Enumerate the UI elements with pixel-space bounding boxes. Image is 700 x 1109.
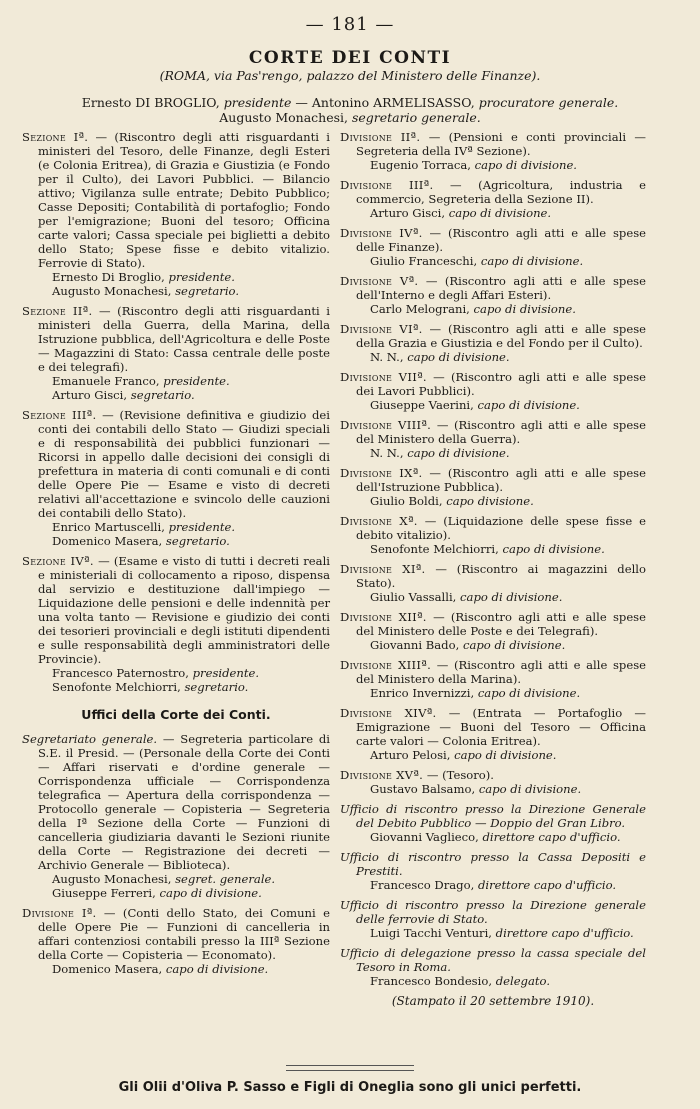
person-line xyxy=(356,748,646,762)
sezioni-list xyxy=(22,130,330,694)
sezione-3: Sezione IIIª. — (Revisione definitiva e giudizio dei conti dei contabili dello Stato — Giudizi speciali e di responsabilità dei pubblici funzionari — Ricorsi in appello dalle decisioni dei consigli di prefettura in materia di conti comunali e di conti delle Opere Pie — Esame e visto di decreti relativi all'accettazione e svincolo delle cauzioni dei contabili dello Stato). Enrico Martuscelli, presidente. Domenico Masera, segretario. xyxy=(22,408,330,548)
person-name: N. N., xyxy=(370,446,404,460)
division-text: — (Riscontro agli atti e alle spese del Ministero della Guerra). xyxy=(356,418,646,446)
person-name: N. N., xyxy=(370,350,404,364)
division-text: — (Riscontro agli atti e alle spese del Ministero della Marina). xyxy=(356,658,647,686)
person-name: Gustavo Balsamo, xyxy=(370,782,476,796)
person-role: capo di divisione. xyxy=(473,302,576,316)
ufficio-text: Ufficio di riscontro presso la Cassa Depositi e Prestiti. xyxy=(340,850,646,878)
divisione-4 xyxy=(340,226,646,268)
divisione-15 xyxy=(340,768,646,796)
person-line xyxy=(356,350,646,364)
person-name: Giovanni Bado, xyxy=(370,638,460,652)
address-subtitle: (ROMA, via Pas'rengo, palazzo del Ministero delle Finanze). xyxy=(159,68,541,83)
sezione-1: Sezione Iª. — (Riscontro degli atti risguardanti i ministeri del Tesoro, delle Finanze, degli Esteri (e Colonia Eritrea), di Grazia e Giustizia (e Fondo per il Culto), dei Lavori Pubblici. — Bilancio attivo; Vigilanza sulle entrate; Debito Pubblico; Casse Depositi; Contabilità di portafoglio; Fondo per l'emigrazione; Buoni del tesoro; Officina carte valori; Cassa speciale pei biglietti a debito dello Stato; Spese fisse e debito vitalizio. Ferrovie di Stato). Ernesto Di Broglio, presidente. Augusto Monachesi, segretario. xyxy=(22,130,330,298)
divisione-7 xyxy=(340,370,646,412)
person-role: capo di divisione. xyxy=(462,638,566,652)
person-role: capo di divisione. xyxy=(448,206,552,220)
division-label: Divisione VIª. xyxy=(340,322,423,336)
page-title: CORTE DEI CONTI xyxy=(248,48,452,68)
person-role: direttore capo d'ufficio. xyxy=(477,878,617,892)
divisione-5 xyxy=(340,274,646,316)
person-name: Giulio Franceschi, xyxy=(370,254,478,268)
person-line xyxy=(356,302,646,316)
person-name: Luigi Tacchi Venturi, xyxy=(370,926,492,940)
person-line xyxy=(356,494,646,508)
ufficio-text: Ufficio di riscontro presso la Direzione generale delle ferrovie di Stato. xyxy=(340,898,646,926)
person-name: Carlo Melograni, xyxy=(370,302,470,316)
division-label: Divisione VIIª. xyxy=(340,370,427,384)
divisione-8 xyxy=(340,418,646,460)
division-text: — (Riscontro ai magazzini dello Stato). xyxy=(356,562,646,590)
division-label: Divisione IIIª. xyxy=(340,178,434,192)
division-text: — (Entrata — Portafoglio — Emigrazione — Buoni del Tesoro — Officina carte valori — Colonia Eritrea). xyxy=(356,706,646,748)
division-text: — (Riscontro agli atti e alle spese dei Lavori Pubblici). xyxy=(356,370,647,398)
officers-heading xyxy=(0,95,700,125)
person-name: Arturo Pelosi, xyxy=(370,748,451,762)
ufficio-4 xyxy=(340,946,646,988)
divisione-3 xyxy=(340,178,646,220)
print-date: (Stampato il 20 settembre 1910). xyxy=(391,994,595,1008)
person-line xyxy=(356,974,646,988)
person-role: capo di divisione. xyxy=(460,590,563,604)
person-line xyxy=(356,590,646,604)
person-role: capo di divisione. xyxy=(407,446,510,460)
ufficio-3 xyxy=(340,898,646,940)
division-label: Divisione XIª. xyxy=(340,562,426,576)
division-text: — (Agricoltura, industria e commercio, Segreteria della Sezione II). xyxy=(356,178,647,206)
person-line xyxy=(356,254,646,268)
person-line xyxy=(356,398,646,412)
right-column xyxy=(340,130,646,1008)
person-line xyxy=(356,542,646,556)
division-text: — (Pensioni e conti provinciali — Segreteria della IVª Sezione). xyxy=(356,130,646,158)
ufficio-2 xyxy=(340,850,646,892)
divisione-10 xyxy=(340,514,646,556)
person-role: capo di divisione. xyxy=(478,782,582,796)
division-text: — (Tesoro). xyxy=(426,768,494,782)
person-role: capo di divisione. xyxy=(502,542,605,556)
person-role: capo di divisione. xyxy=(474,158,577,172)
person-name: Giuseppe Vaerini, xyxy=(370,398,474,412)
divisione-6 xyxy=(340,322,646,364)
officers-line-2: Augusto Monachesi, segretario generale. xyxy=(219,110,481,125)
person-role: capo di divisione. xyxy=(407,350,510,364)
person-role: capo di divisione. xyxy=(454,748,557,762)
uffici-heading: Uffici della Corte dei Conti. xyxy=(81,707,271,722)
segretariato-generale: Segretariato generale. — Segreteria particolare di S.E. il Presid. — (Personale della Corte dei Conti — Affari riservati e d'ordine generale — Corrispondenza ufficiale — Corrispondenza telegrafica — Apertura della corrispondenza — Protocollo generale — Copisteria — Segreteria della Iª Sezione della Corte — Funzioni di cancelleria giudiziaria davanti le Sezioni riunite della Corte — Registrazione dei decreti — Archivio Generale — Biblioteca). Augusto Monachesi, segret. generale. Giuseppe Ferreri, capo di divisione. xyxy=(22,732,330,900)
person-role: direttore capo d'ufficio. xyxy=(482,830,621,844)
division-label: Divisione IXª. xyxy=(340,466,423,480)
divisione-2 xyxy=(340,130,646,172)
left-column xyxy=(22,130,330,982)
division-label: Divisione XIVª. xyxy=(340,706,437,720)
division-text: — (Riscontro agli atti e alle spese della Grazia e Giustizia e del Fondo per il Culto). xyxy=(356,322,647,350)
person-line xyxy=(356,206,646,220)
sezione-4: Sezione IVª. — (Esame e visto di tutti i decreti reali e ministeriali di collocamento a riposo, dispensa dal servizio e destituzione dall'impiego — Liquidazione delle pensioni e delle indennità per una volta tanto — Revisione e giudizio dei conti dei tesorieri provinciali e degli istituti dipendenti e sulle responsabilità degli amministratori delle Provincie). Francesco Paternostro, presidente. Senofonte Melchiorri, segretario. xyxy=(22,554,330,694)
person-name: Giovanni Vaglieco, xyxy=(370,830,479,844)
person-line xyxy=(356,878,646,892)
divisioni-list xyxy=(340,130,646,796)
person-line xyxy=(356,158,646,172)
sezione-2: Sezione IIª. — (Riscontro degli atti risguardanti i ministeri della Guerra, della Marina, della Istruzione pubblica, dell'Agricoltura e delle Poste — Magazzini di Stato: Cassa centrale delle poste e dei telegrafi). Emanuele Franco, presidente. Arturo Gisci, segretario. xyxy=(22,304,330,402)
person-role: capo di divisione. xyxy=(477,686,581,700)
division-text: — (Riscontro agli atti e alle spese dell'Istruzione Pubblica). xyxy=(356,466,646,494)
ufficio-text: Ufficio di delegazione presso la cassa speciale del Tesoro in Roma. xyxy=(340,946,646,974)
person-name: Eugenio Torraca, xyxy=(370,158,471,172)
person-line xyxy=(356,686,646,700)
decorative-rule xyxy=(286,1065,414,1071)
division-label: Divisione IIª. xyxy=(340,130,421,144)
divisione-14 xyxy=(340,706,646,762)
division-text: — (Riscontro agli atti e alle spese dell'Interno e degli Affari Esteri). xyxy=(356,274,646,302)
person-role: capo di divisione. xyxy=(477,398,580,412)
person-name: Senofonte Melchiorri, xyxy=(370,542,499,556)
person-role: capo di divisione. xyxy=(480,254,584,268)
person-line xyxy=(356,926,646,940)
officers-line-1: Ernesto DI BROGLIO, presidente — Antonino ARMELISASSO, procuratore generale. xyxy=(81,95,619,110)
division-label: Divisione Xª. xyxy=(340,514,418,528)
ufficio-1 xyxy=(340,802,646,844)
person-line xyxy=(356,782,646,796)
person-line xyxy=(356,830,646,844)
division-label: Divisione XVª. xyxy=(340,768,424,782)
division-text: — (Riscontro agli atti e alle spese delle Finanze). xyxy=(356,226,647,254)
person-role: direttore capo d'ufficio. xyxy=(495,926,634,940)
uffici-list xyxy=(340,802,646,988)
divisione-13 xyxy=(340,658,646,700)
person-role: delegato. xyxy=(495,974,551,988)
person-name: Giulio Boldi, xyxy=(370,494,443,508)
advertisement-footer: Gli Olii d'Oliva P. Sasso e Figli di Oneglia sono gli unici perfetti. xyxy=(118,1080,582,1095)
divisione-1: Divisione Iª. — (Conti dello Stato, dei Comuni e delle Opere Pie — Funzioni di cancelleria in affari contenziosi contabili presso la IIIª Sezione della Corte — Copisteria — Economato). Domenico Masera, capo di divisione. xyxy=(22,906,330,976)
person-line xyxy=(356,638,646,652)
division-text: — (Liquidazione delle spese fisse e debito vitalizio). xyxy=(356,514,647,542)
divisione-12 xyxy=(340,610,646,652)
person-name: Enrico Invernizzi, xyxy=(370,686,475,700)
person-name: Francesco Bondesio, xyxy=(370,974,493,988)
person-name: Arturo Gisci, xyxy=(370,206,446,220)
ufficio-text: Ufficio di riscontro presso la Direzione Generale del Debito Pubblico — Doppio del Gran Libro. xyxy=(340,802,646,830)
page-number: — 181 — xyxy=(305,14,395,35)
person-role: capo divisione. xyxy=(446,494,534,508)
divisione-11 xyxy=(340,562,646,604)
division-label: Divisione VIIIª. xyxy=(340,418,432,432)
person-line xyxy=(356,446,646,460)
person-name: Giulio Vassalli, xyxy=(370,590,457,604)
division-label: Divisione IVª. xyxy=(340,226,423,240)
division-label: Divisione XIIIª. xyxy=(340,658,432,672)
person-name: Francesco Drago, xyxy=(370,878,475,892)
division-label: Divisione Vª. xyxy=(340,274,419,288)
division-label: Divisione XIIª. xyxy=(340,610,427,624)
divisione-9 xyxy=(340,466,646,508)
division-text: — (Riscontro agli atti e alle spese del Ministero delle Poste e dei Telegrafi). xyxy=(356,610,646,638)
